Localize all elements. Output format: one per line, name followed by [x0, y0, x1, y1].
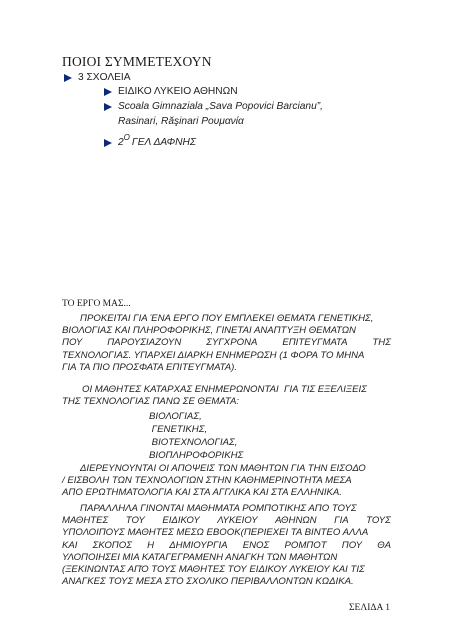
paragraph-3: [62, 463, 391, 500]
paragraph-line: (ΞΕΚΙΝΩΝΤΑΣ ΑΠΌ ΤΟΥΣ ΜΑΘΗΤΕΣ ΤΟΥ ΕΙΔΙΚΟΥ ΛΥΚΕΙΟΥ ΚΑΙ ΤΙΣ: [62, 564, 365, 576]
paragraph-line: ΤΗΣ ΤΕΧΝΟΛΟΓΙΑΣ ΠΑΝΩ ΣΕ ΘΕΜΑΤΑ:: [62, 396, 240, 408]
paragraph-line: ΥΛΟΠΟΙΗΣΕΙ ΜΙΑ ΚΑΤΑΓΕΓΡΑΜΕΝΗ ΑΝΑΓΚΗ ΤΩΝ ΜΑΘΗΤΩΝ: [62, 551, 338, 563]
triangle-right-bullet-icon: [104, 103, 112, 111]
ordinal-mark: Ο: [123, 133, 130, 142]
participants-group: [64, 72, 131, 83]
school-name: ΓΕΛ ΔΑΦΝΗΣ: [131, 137, 196, 148]
school-item-3: [104, 133, 196, 148]
paragraph-line: ΜΑΘΗΤΕΣ ΤΟΥ ΕΙΔΙΚΟΥ ΛΥΚΕΙΟΥ ΑΘΗΝΩΝ ΓΙΑ ΤΟΥΣ: [62, 515, 391, 527]
school-item-1: [104, 86, 238, 97]
paragraph-line: ΒΙΟΛΟΓΙΑΣ ΚΑΙ ΠΛΗΡΟΦΟΡΙΚΗΣ, ΓΙΝΕΤΑΙ ΑΝΑΠΤΥΞΗ ΘΕΜΑΤΩΝ: [62, 325, 356, 337]
paragraph-line: / ΕΙΣΒΟΛΗ ΤΩΝ ΤΕΧΝΟΛΟΓΙΩΝ ΣΤΗΝ ΚΑΘΗΜΕΡΙΝΟΤΗΤΑ ΜΕΣΑ: [62, 475, 352, 487]
triangle-right-bullet-icon: [104, 139, 112, 147]
page-number: ΣΕΛΙΔΑ 1: [349, 603, 390, 613]
paragraph-line: ΠΟΥ ΠΑΡΟΥΣΙΑΖΟΥΝ ΣΥΓΧΡΟΝΑ ΕΠΙΤΕΥΓΜΑΤΑ ΤΗΣ: [62, 337, 391, 349]
paragraph-line: ΠΡΟΚΕΙΤΑΙ ΓΙΑ ΈΝΑ ΕΡΓΟ ΠΟΥ ΕΜΠΛΕΚΕΙ ΘΕΜΑΤΑ ΓΕΝΕΤΙΚΗΣ,: [80, 313, 374, 324]
topic-item: ΒΙΟΠΛΗΡΟΦΟΡΙΚΗΣ: [149, 450, 244, 461]
school-name: Scoala Gimnaziala „Sava Popovici Barcianu”,: [118, 101, 323, 112]
page-heading: ΠΟΙΟΙ ΣΥΜΜΕΤΕΧΟΥΝ: [62, 54, 212, 69]
paragraph-line: ΑΠΟ ΕΡΩΤΗΜΑΤΟΛΟΓΙΑ ΚΑΙ ΣΤΑ ΑΓΓΛΙΚΑ ΚΑΙ ΣΤΑ ΕΛΛΗΝΙΚΑ.: [62, 487, 342, 499]
topic-item: ΒΙΟΛΟΓΙΑΣ,: [149, 411, 202, 422]
school-item-2-location: [118, 116, 244, 127]
paragraph-4: [62, 503, 391, 588]
paragraph-line: ΓΙΑ ΤΑ ΠΙΟ ΠΡΟΣΦΑΤΑ ΕΠΙΤΕΥΓΜΑΤΑ).: [62, 361, 237, 373]
paragraph-2: [62, 384, 391, 408]
topic-item: ΓΕΝΕΤΙΚΗΣ,: [149, 424, 208, 435]
paragraph-line: ΔΙΕΡΕΥΝΟΥΝΤΑΙ ΟΙ ΑΠΟΨΕΙΣ ΤΩΝ ΜΑΘΗΤΩΝ ΓΙΑ ΤΗΝ ΕΙΣΟΔΟ: [80, 463, 366, 474]
triangle-right-bullet-icon: [104, 88, 112, 96]
school-item-2: [104, 101, 323, 112]
paragraph-1: [62, 313, 391, 374]
topic-item: ΒΙΟΤΕΧΝΟΛΟΓΙΑΣ,: [149, 437, 238, 448]
school-number: 2: [118, 137, 124, 148]
paragraph-line: ΟΙ ΜΑΘΗΤΕΣ ΚΑΤΑΡΧΑΣ ΕΝΗΜΕΡΩΝΟΝΤΑΙ ΓΙΑ ΤΙΣ ΕΞΕΛΙΞΕΙΣ: [82, 384, 367, 395]
paragraph-line: ΚΑΙ ΣΚΟΠΟΣ Η ΔΗΜΙΟΥΡΓΙΑ ΕΝΟΣ ΡΟΜΠΟΤ ΠΟΥ ΘΑ: [62, 539, 391, 551]
paragraph-line: ΑΝΑΓΚΕΣ ΤΟΥΣ ΜΕΣΑ ΣΤΟ ΣΧΟΛΙΚΟ ΠΕΡΙΒΑΛΛΟΝΤΩΝ ΚΩΔΙΚΑ.: [62, 576, 354, 588]
school-name: ΕΙΔΙΚΟ ΛΥΚΕΙΟ ΑΘΗΝΩΝ: [118, 86, 238, 97]
group-label: 3 ΣΧΟΛΕΙΑ: [78, 72, 131, 83]
triangle-right-bullet-icon: [64, 74, 72, 82]
section-title: ΤΟ ΕΡΓΟ ΜΑΣ...: [62, 299, 131, 309]
paragraph-line: ΥΠΟΛΟΙΠΟΥΣ ΜΑΘΗΤΕΣ ΜΕΣΩ EBOOK(ΠΕΡΙΕΧΕΙ ΤΑ ΒΙΝΤΕΟ ΑΛΛΑ: [62, 527, 369, 539]
school-location: Rasinari, Răşinari Ρουμανία: [118, 116, 244, 127]
paragraph-line: ΤΕΧΝΟΛΟΓΙΑΣ. ΥΠΑΡΧΕΙ ΔΙΑΡΚΗ ΕΝΗΜΕΡΩΣΗ (1 ΦΟΡΑ ΤΟ ΜΗΝΑ: [62, 349, 365, 361]
paragraph-line: ΠΑΡΑΛΛΗΛΑ ΓΙΝΟΝΤΑΙ ΜΑΘΗΜΑΤΑ ΡΟΜΠΟΤΙΚΗΣ ΑΠΟ ΤΟΥΣ: [80, 503, 357, 514]
